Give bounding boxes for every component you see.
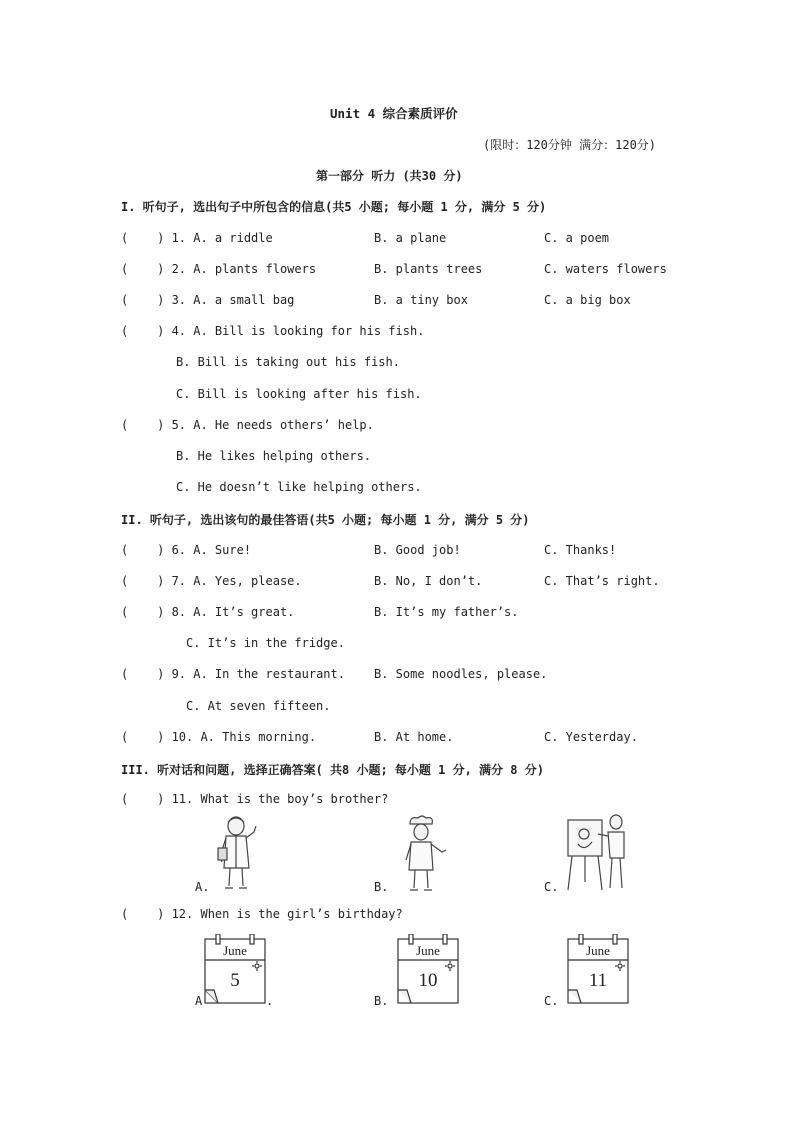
q11-stem: ( ) 11. What is the boy’s brother? [121,792,389,806]
q3-option-c: C. a big box [544,293,631,307]
calendar-june-11 [567,934,629,1004]
q4-option-c: C. Bill is looking after his fish. [176,387,422,401]
calendar-b-day: 10 [418,970,438,991]
calendar-june-10 [397,934,459,1004]
q12-label-a: A [195,994,203,1008]
q4-option-b: B. Bill is taking out his fish. [176,355,400,369]
doctor-figure [212,812,264,892]
q11-label-a: A. [195,880,210,894]
calendar-a-day: 5 [230,970,240,991]
q10-stem: ( ) 10. A. This morning. [121,730,317,744]
section-3-title: III. 听对话和问题, 选择正确答案( 共8 小题; 每小题 1 分, 满分 8 分) [121,763,544,777]
q3-stem: ( ) 3. A. a small bag [121,293,295,307]
q5-option-c: C. He doesn’t like helping others. [176,480,422,494]
q8-option-c: C. It’s in the fridge. [186,636,345,650]
q2-option-c: C. waters flowers [544,262,667,276]
calendar-c-month: June [586,943,610,958]
q3-option-b: B. a tiny box [374,293,468,307]
calendar-c-day: 11 [588,970,608,991]
q8-option-b: B. It’s my father’s. [374,605,519,619]
q4-stem: ( ) 4. A. Bill is looking for his fish. [121,324,425,338]
q11-label-b: B. [374,880,389,894]
section-2-title: II. 听句子, 选出该句的最佳答语(共5 小题; 每小题 1 分, 满分 5 分) [121,513,530,527]
q6-stem: ( ) 6. A. Sure! [121,543,252,557]
q10-option-c: C. Yesterday. [544,730,638,744]
part-title: 第一部分 听力 (共30 分) [316,169,463,183]
painter-figure [564,812,632,892]
q12-stem: ( ) 12. When is the girl’s birthday? [121,907,403,921]
calendar-a-month: June [223,943,247,958]
chef-figure [396,814,448,894]
q9-option-c: C. At seven fifteen. [186,699,331,713]
q12-label-a-dot: . [266,994,274,1008]
q12-label-c: C. [544,994,559,1008]
q10-option-b: B. At home. [374,730,454,744]
q8-stem: ( ) 8. A. It’s great. [121,605,295,619]
page-title: Unit 4 综合素质评价 [330,106,458,121]
q2-stem: ( ) 2. A. plants flowers [121,262,317,276]
q12-label-b: B. [374,994,389,1008]
q7-option-c: C. That’s right. [544,574,660,588]
q11-label-c: C. [544,880,559,894]
time-limit: (限时：120分钟 满分：120分) [483,138,657,152]
q1-option-c: C. a poem [544,231,610,245]
q9-option-b: B. Some noodles, please. [374,667,548,681]
q9-stem: ( ) 9. A. In the restaurant. [121,667,345,681]
q6-option-c: C. Thanks! [544,543,617,557]
section-1-title: I. 听句子, 选出句子中所包含的信息(共5 小题; 每小题 1 分, 满分 5 分) [121,200,547,214]
q7-option-b: B. No, I don’t. [374,574,483,588]
calendar-june-5 [204,934,266,1004]
q5-option-b: B. He likes helping others. [176,449,372,463]
q1-option-b: B. a plane [374,231,447,245]
q7-stem: ( ) 7. A. Yes, please. [121,574,302,588]
q5-stem: ( ) 5. A. He needs others’ help. [121,418,374,432]
q6-option-b: B. Good job! [374,543,461,557]
q2-option-b: B. plants trees [374,262,483,276]
q1-stem: ( ) 1. A. a riddle [121,231,273,245]
calendar-b-month: June [416,943,440,958]
